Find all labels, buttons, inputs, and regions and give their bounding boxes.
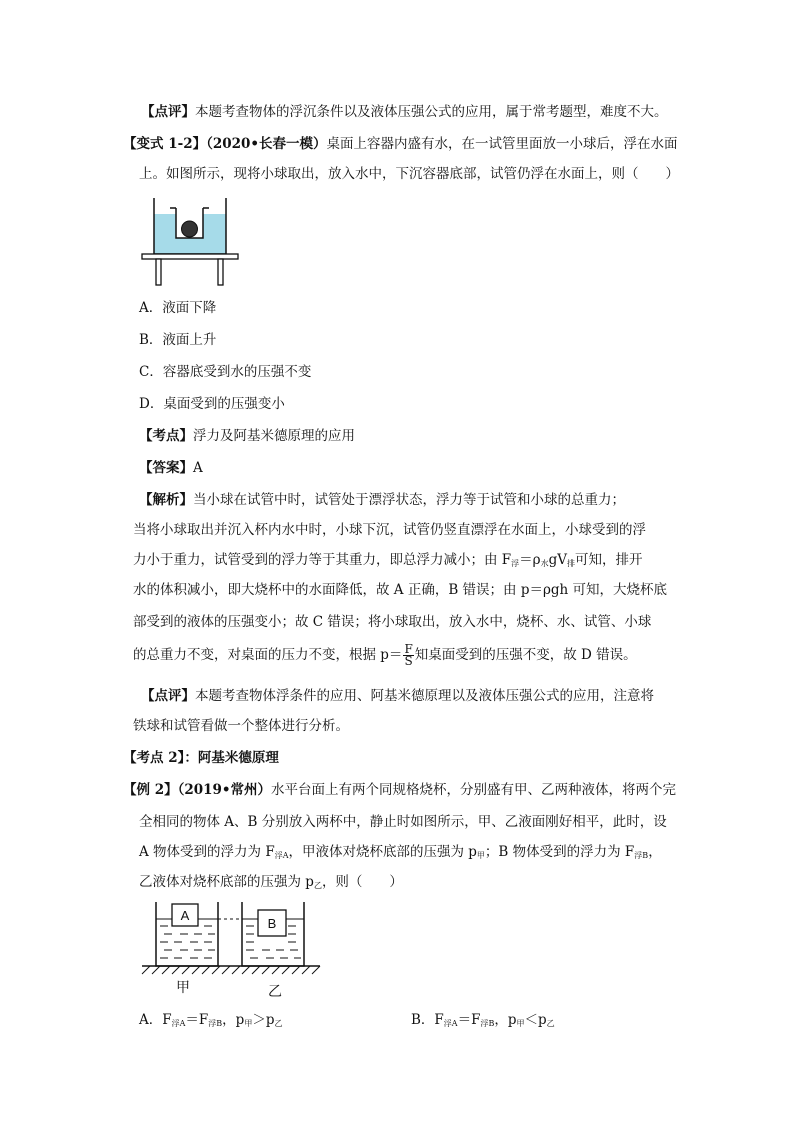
analysis-text-1: 当小球在试管中时，试管处于漂浮状态，浮力等于试管和小球的总重力；: [193, 492, 625, 508]
liquid-dashes-left: [160, 926, 215, 958]
variant-question-line-1: [123, 134, 678, 154]
option-b: B．液面上升: [139, 332, 217, 348]
example2-line-1: 【例 2】（2019•常州）水平台面上有两个同规格烧杯，分别盛有甲、乙两种液体，将两个完: [123, 782, 677, 798]
comment-tag: 【点评】: [141, 104, 195, 120]
surface-hatching: [142, 966, 320, 974]
option-d: D．桌面受到的压强变小: [139, 396, 285, 412]
knowledge-tag: 【考点】: [139, 428, 193, 444]
variant-tag: 【变式 1-2】: [123, 136, 207, 152]
answer-tag: 【答案】: [139, 460, 193, 476]
object-a-label: A: [180, 908, 190, 923]
analysis-line-3: 力小于重力，试管受到的浮力等于其重力，即总浮力减小；由 $F_浮=\rho_水gV_排$可知，排开: [133, 552, 643, 568]
option-a: A．液面下降: [139, 300, 217, 316]
analysis-line-5: 部受到的液体的压强变小；故 C 错误；将小球取出，放入水中，烧杯、水、试管、小球: [133, 614, 652, 630]
knowledge-point-2: 【考点 2】：阿基米德原理: [123, 750, 279, 766]
variant-source: （2020•长春一模）: [206, 136, 327, 152]
variant-question-line-2: 上。如图所示，现将小球取出，放入水中，下沉容器底部，试管仍浮在水面上，则（ ）: [139, 166, 679, 182]
example-source: （2019•常州）: [177, 782, 272, 798]
analysis-line-4: 水的体积减小，即大烧杯中的水面降低，故 A 正确，B 错误；由 p＝ρgh 可知，大烧杯底: [133, 582, 668, 598]
example-tag: 【例 2】: [123, 782, 178, 798]
example-option-a: A．$F_{浮A}=F_{浮B}$，$p_甲>p_乙$: [139, 1012, 283, 1028]
analysis-line-1: [139, 490, 625, 510]
answer: [139, 458, 203, 478]
comment-text: 本题考查物体的浮沉条件以及液体压强公式的应用，属于常考题型，难度不大。: [195, 104, 668, 120]
option-c: C．容器底受到水的压强不变: [139, 364, 312, 380]
fraction-f-over-s: $\frac{F}{S}$: [404, 642, 413, 668]
analysis-line-6: 的总重力不变，对桌面的压力不变，根据 p＝ $\frac{F}{S}$ 知桌面受到的压强不变，故 D 错误。: [133, 642, 637, 668]
example2-line-4: 乙液体对烧杯底部的压强为 $p_乙$，则（ ）: [139, 874, 403, 890]
small-ball: [182, 221, 198, 237]
comment2-line-2: 铁球和试管看做一个整体进行分析。: [133, 718, 349, 734]
knowledge-text: 浮力及阿基米德原理的应用: [193, 428, 355, 444]
example-option-b: B．$F_{浮A}=F_{浮B}$，$p_甲<p_乙$: [411, 1012, 555, 1028]
analysis-tag: 【解析】: [139, 492, 193, 508]
comment-line-1: [141, 102, 668, 122]
variant-text-1: 桌面上容器内盛有水，在一试管里面放一小球后，浮在水面: [326, 136, 678, 152]
table-leg-right: [218, 259, 223, 285]
table-top: [142, 254, 238, 259]
figure-two-beakers: [138, 898, 328, 1000]
answer-value: A: [193, 460, 203, 476]
table-leg-left: [156, 259, 161, 285]
object-b-label: B: [267, 916, 277, 931]
label-jia: 甲: [176, 980, 190, 996]
figure-tube-beaker: [140, 196, 240, 288]
label-yi: 乙: [268, 984, 282, 1000]
example2-line-2: 全相同的物体 A、B 分别放入两杯中，静止时如图所示，甲、乙液面刚好相平，此时，设: [139, 814, 667, 830]
comment2-tag: 【点评】: [141, 688, 195, 704]
comment2-line-1: 【点评】本题考查物体浮条件的应用、阿基米德原理以及液体压强公式的应用，注意将: [141, 688, 654, 704]
example2-line-3: A 物体受到的浮力为 $F_{浮A}$，甲液体对烧杯底部的压强为 $p_甲$；B 物体受到的浮力为 $F_{浮B}$，: [139, 844, 662, 860]
knowledge-point: [139, 426, 355, 446]
analysis-line-2: 当将小球取出并沉入杯内水中时，小球下沉，试管仍竖直漂浮在水面上，小球受到的浮: [133, 522, 646, 538]
